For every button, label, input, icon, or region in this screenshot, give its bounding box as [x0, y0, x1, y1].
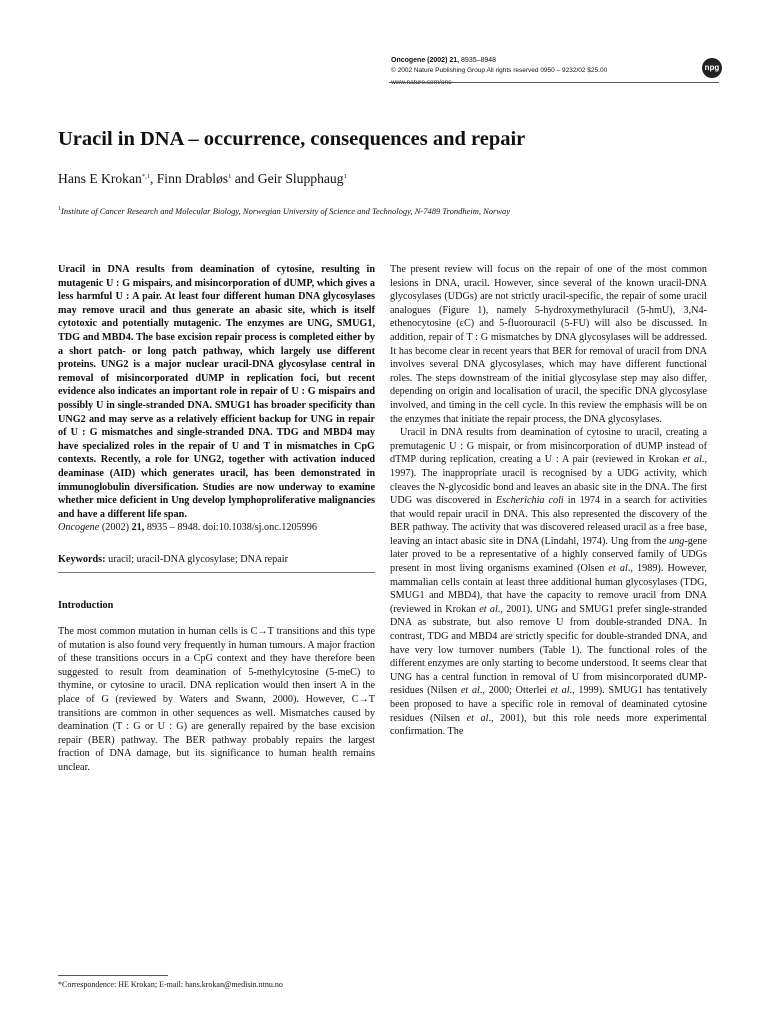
- text-run: ., 2001), but this role needs more experimental confirmation. The: [390, 712, 708, 738]
- right-column: [390, 263, 707, 739]
- article-title: Uracil in DNA – occurrence, consequences and repair: [58, 128, 526, 150]
- text-run-italic: et al: [479, 603, 498, 615]
- citation-volume: 21,: [131, 522, 145, 534]
- author-mark: 1: [228, 173, 232, 180]
- text-run: Uracil in DNA results from deamination of cytosine to uracil, creating a premutagenic U : G mispair, or from misincorporation of dUMP instead of dTMP during replication, creating a U : A pair (reviewed in Krokan: [390, 427, 707, 466]
- author-list: [58, 171, 347, 187]
- keywords-label: Keywords:: [58, 553, 106, 565]
- copyright-line: © 2002 Nature Publishing Group All rights reserved 0950 – 9232/02 $25.00: [391, 67, 608, 74]
- journal-pages: 8935–8948: [459, 57, 497, 64]
- header-rule: [389, 82, 719, 83]
- text-run-italic: Escherichia coli: [495, 495, 564, 507]
- text-run-italic: et al: [460, 685, 480, 697]
- citation-journal: Oncogene: [58, 522, 100, 534]
- affiliation: [58, 203, 698, 217]
- citation-rest: 8935 – 8948. doi:10.1038/sj.onc.1205996: [144, 522, 317, 534]
- footnote-rule: [58, 975, 168, 976]
- text-run-italic: et al: [608, 563, 628, 575]
- author-name: Hans E Krokan: [58, 171, 142, 186]
- journal-name: Oncogene (2002) 21,: [391, 57, 460, 64]
- journal-url[interactable]: [391, 78, 691, 88]
- text-run-italic: et al: [682, 454, 702, 466]
- section-heading: Introduction: [58, 600, 114, 612]
- keywords-text: uracil; uracil-DNA glycosylase; DNA repair: [105, 553, 289, 565]
- correspondence-footnote: *Correspondence: HE Krokan; E-mail: hans.krokan@medisin.ntnu.no: [58, 980, 283, 989]
- body-paragraph: [390, 426, 707, 739]
- text-run: ., 2000; Otterlei: [479, 685, 551, 697]
- journal-header: [391, 56, 691, 88]
- author-separator: ,: [149, 171, 157, 186]
- text-run-italic: ung: [669, 535, 685, 547]
- author-name: Finn Drabløs: [156, 171, 229, 186]
- text-run-italic: et al: [550, 685, 570, 697]
- author-mark: 1: [343, 173, 347, 180]
- article-citation: [58, 521, 375, 535]
- author-mark: *,1: [141, 173, 150, 180]
- author-separator: and: [231, 171, 258, 186]
- text-run: ., 1999). SMUG1 has tentatively been proposed to have a specific role in removal of deaminated cytosine residues (Nilsen: [390, 685, 707, 724]
- section-rule: [58, 572, 375, 573]
- text-run: ., 1997). The inappropriate uracil is recognised by a UDG activity, which cleaves the N-glycosidic bond and leaves an abasic site in the DNA. The first UDG was discovered in: [390, 454, 708, 507]
- citation-year: (2002): [99, 522, 132, 534]
- intro-paragraph: The most common mutation in human cells is C→T transitions and this type of mutation is also found very frequently in human tumours. A major fraction of these transitions occurs in a CpG context and they have therefore been suggested to result from deamination of 5-methylcytosine (5-meC) to thymine, or cytosine to uracil. DNA replication would then insert A in the place of G (reviewed by Waters and Swann, 2000). However, C→T transitions are common in other sequences as well. Mismatches caused by deamination (T : G or U : G) are generally repaired by the base excision repair (BER) pathway. The BER pathway probably repairs the largest fraction of DNA damage, but its significance to human health remains unclear.: [58, 626, 375, 773]
- text-run: ., 1989). However, mammalian cells contain at least three additional human glycosylases (TDG, SMUG1 and MBD4), that have the capacity to remove uracil from DNA (reviewed in Krokan: [390, 563, 707, 615]
- abstract: Uracil in DNA results from deamination of cytosine, resulting in mutagenic U : G mispairs, and misincorporation of dUMP, which gives a less harmful U : A pair. At least four different human DNA glycosylases may remove uracil and thus generate an abasic site, which is itself cytotoxic and potentially mutagenic. The enzymes are UNG, SMUG1, TDG and MBD4. The base excision repair process is completed either by a short patch- or long patch pathway, which largely use different proteins. UNG2 is a major nuclear uracil-DNA glycosylase central in removal of misincorporated dUMP in replication foci, but recent evidence also indicates an important role in repair of U : G mispairs and possibly U in single-stranded DNA. SMUG1 has broader specificity than UNG2 and may serve as a relatively efficient backup for UNG in repair of U : G mismatches and single-stranded DNA. TDG and MBD4 may have specialized roles in the repair of U and T in mismatches in CpG contexts. Recently, a role for UNG2, together with activation induced deaminase (AID) which generates uracil, has been demonstrated in immunoglobulin diversification. Studies are now underway to examine whether mice deficient in Ung develop lymphoproliferative malignancies and have a different life span.: [58, 264, 375, 520]
- keywords: [58, 553, 375, 567]
- author-name: Geir Slupphaug: [257, 171, 344, 186]
- body-paragraph: The present review will focus on the repair of one of the most common lesions in DNA, uracil. However, since several of the known uracil-DNA glycosylases (UDGs) are not strictly uracil-specific, the repair of some uracil analogues (Figure 1), namely 5-hydroxymethyluracil (5-hmU), 3,N4-ethenocytosine (εC) and 5-fluorouracil (5-FU) will also be discussed. In addition, repair of T : G mismatches by DNA glycosylases will be addressed. It has become clear in recent years that BER for removal of uracil from DNA involves several DNA glycosylases, which may have different functional roles. The steps downstream of the initial glycosylase step may also differ, depending on origin and localisation of uracil, the specific DNA glycosylase involved, and timing in the cell cycle. In this review the emphasis will be on the enzymes that initiate the repair process, the DNA glycosylases.: [390, 264, 707, 425]
- left-column: [58, 263, 375, 775]
- text-run: -gene later proved to be a representative of a highly conserved family of UDGs present in most living organisms examined (Olsen: [390, 535, 707, 575]
- npg-logo: npg: [702, 58, 722, 78]
- text-run: in 1974 in a search for activities that would repair uracil in DNA. This also represented the discovery of the BER pathway. The activity that was discovered released uracil as a free base, leaving an intact abasic site in DNA (Lindahl, 1974). Ung from the: [390, 495, 708, 547]
- affiliation-text: Institute of Cancer Research and Molecular Biology, Norwegian University of Science and Technology, N-7489 Trondheim, Norway: [61, 205, 511, 216]
- affiliation-mark: 1: [58, 206, 61, 212]
- text-run: ., 2001). UNG and SMUG1 prefer single-stranded DNA as substrate, but also remove U from double-stranded DNA. In contrast, TDG and MBD4 are strictly specific for double-stranded DNA, and have very low turnover numbers (Table 1). The functional roles of the different enzymes are only starting to become understood. It seems clear that UNG has a central function in removal of U from misincorporated dUMP-residues (Nilsen: [390, 603, 708, 697]
- journal-citation: [391, 56, 691, 66]
- text-run-italic: et al: [466, 712, 489, 724]
